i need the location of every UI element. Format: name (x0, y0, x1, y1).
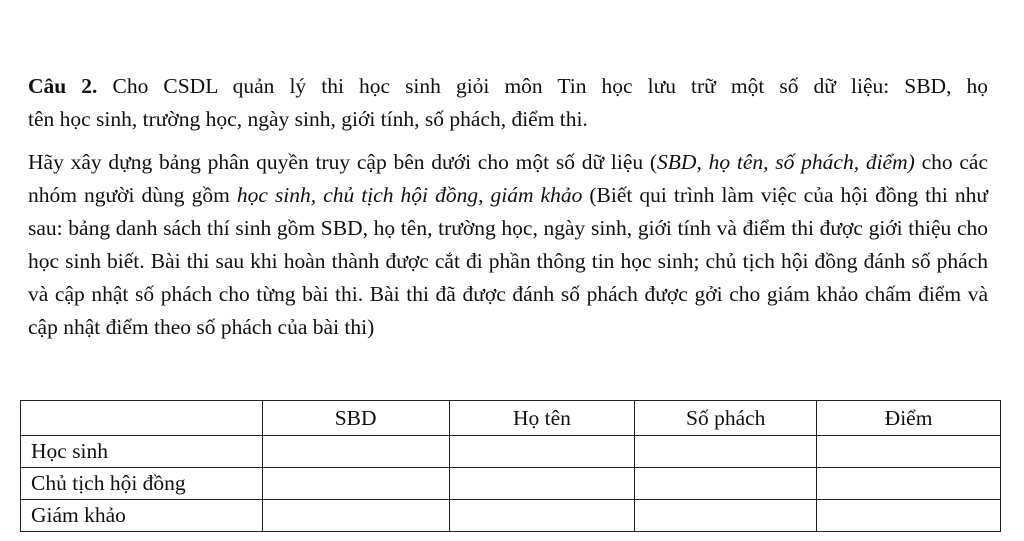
task-text-1: Hãy xây dựng bảng phân quyền truy cập bên dưới cho một số dữ liệu ( (28, 150, 658, 174)
question-line-1 (28, 70, 988, 103)
document-page (28, 70, 988, 344)
header-diem: Điểm (817, 401, 1001, 436)
row-label-chu-tich: Chủ tịch hội đồng (21, 468, 263, 500)
table-cell (635, 500, 817, 532)
table-row (21, 436, 1001, 468)
table-cell (817, 500, 1001, 532)
table-cell (262, 500, 449, 532)
row-label-hoc-sinh: Học sinh (21, 436, 263, 468)
permission-table (20, 400, 1001, 532)
table-cell (449, 500, 635, 532)
header-sbd: SBD (262, 401, 449, 436)
table-cell (262, 436, 449, 468)
task-text-3: (Biết qui trình làm việc của hội đồng thi như sau: bảng danh sách thí sinh gồm SBD, họ tên, trường học, ngày sinh, giới tính và điểm thi được giới thiệu cho học sinh biết. Bài thi sau khi hoàn thành được cắt đi phần thông tin học sinh; chủ tịch hội đồng đánh số phách và cập nhật số phách cho từng bài thi. Bài thi đã được đánh số phách được gởi cho giám khảo chấm điểm và cập nhật điểm theo số phách của bài thi) (28, 183, 988, 339)
table-cell (635, 436, 817, 468)
task-italic-2: học sinh, chủ tịch hội đồng, giám khảo (236, 183, 583, 207)
row-label-giam-khao: Giám khảo (21, 500, 263, 532)
table-cell (262, 468, 449, 500)
question-line-2: tên học sinh, trường học, ngày sinh, giới tính, số phách, điểm thi. (28, 107, 588, 131)
task-italic-1: SBD, họ tên, số phách, điểm) (657, 150, 915, 174)
table-row (21, 468, 1001, 500)
header-ho-ten: Họ tên (449, 401, 635, 436)
question-label: Câu 2. (28, 74, 98, 98)
table-cell (449, 436, 635, 468)
question-text-1: Cho CSDL quản lý thi học sinh giỏi môn Tin học lưu trữ một số dữ liệu: SBD, họ (112, 74, 989, 98)
table-cell (635, 468, 817, 500)
table-header-row (21, 401, 1001, 436)
task-paragraph (28, 146, 988, 344)
header-empty (21, 401, 263, 436)
header-so-phach: Số phách (635, 401, 817, 436)
table-cell (817, 436, 1001, 468)
task-text-2: cho các nhóm người dùng gồm (28, 150, 988, 207)
table-row (21, 500, 1001, 532)
table-cell (449, 468, 635, 500)
table-cell (817, 468, 1001, 500)
